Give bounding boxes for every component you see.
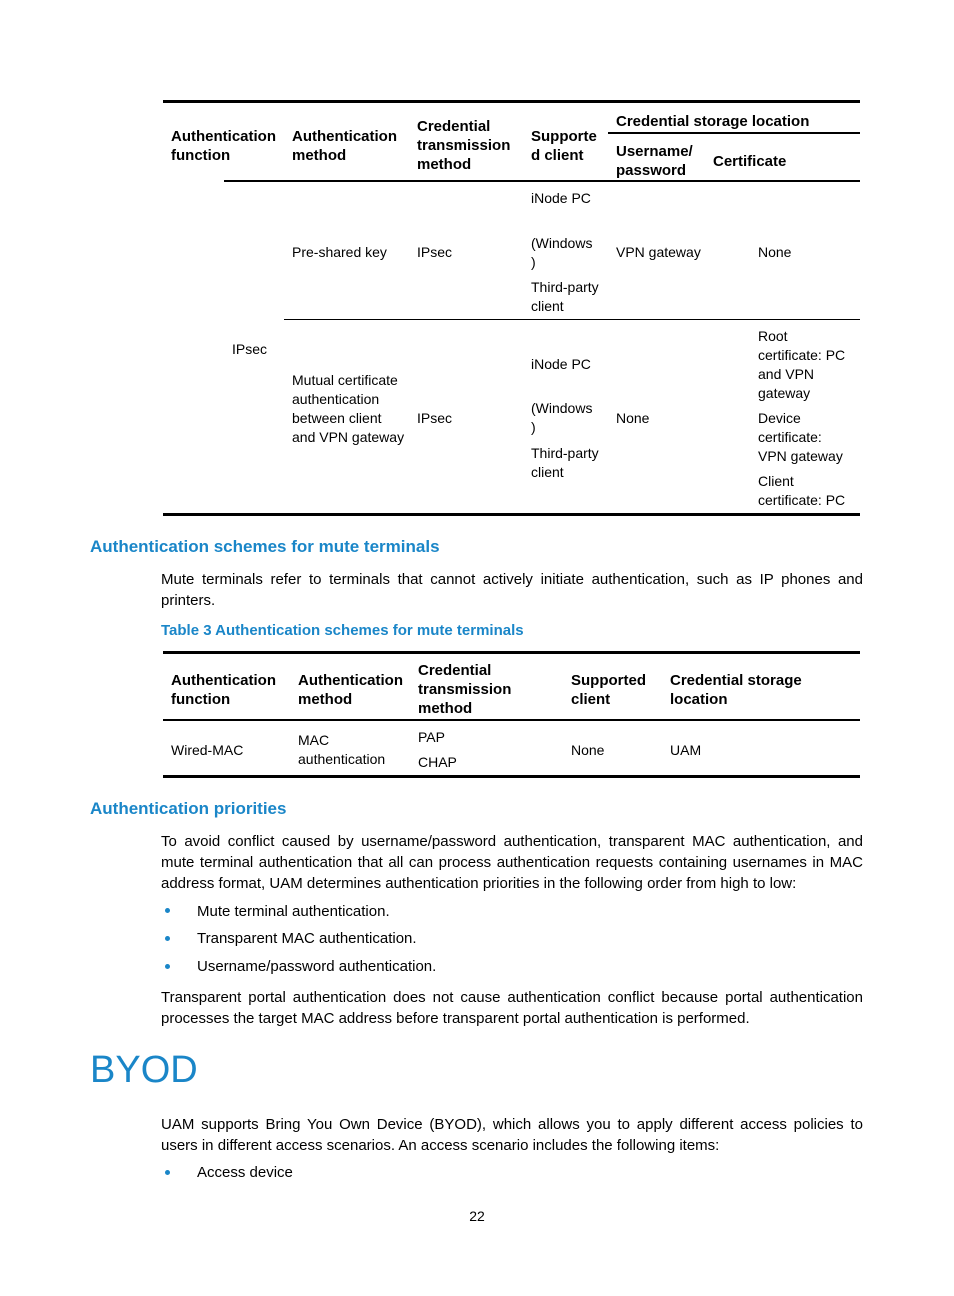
t3-header-auth-method: Authentication method xyxy=(298,672,403,708)
t3-row-transmission-a: PAP xyxy=(418,729,445,745)
row1-client-c: Third-party client xyxy=(531,279,599,314)
row2-cert-b: Device certificate: VPN gateway xyxy=(758,410,843,464)
row2-username-password: None xyxy=(616,410,650,426)
header-username-password: Username/ password xyxy=(616,143,693,179)
row2-client-c: Third-party client xyxy=(531,445,599,480)
header-bottom-rule xyxy=(224,180,860,182)
t3-row-storage: UAM xyxy=(670,742,702,758)
mute-terminals-heading: Authentication schemes for mute terminals xyxy=(90,537,440,556)
byod-heading: BYOD xyxy=(90,1049,198,1091)
priorities-paragraph-1: To avoid conflict caused by username/password authentication, transparent MAC authentication, and mute terminal authentication that all can process authentication requests containing usernames in MAC address format, UAM determines authentication priorities in the following order from high to low: xyxy=(161,833,863,892)
t3-header-cred-transmission: Credential transmission method xyxy=(418,662,512,717)
bullet-dot xyxy=(165,936,170,941)
row1-transmission: IPsec xyxy=(417,244,453,260)
row1-username-password: VPN gateway xyxy=(616,244,701,260)
row2-client-b: (Windows ) xyxy=(531,400,593,435)
table3-caption: Table 3 Authentication schemes for mute terminals xyxy=(161,622,524,639)
header-auth-function: Authentication function xyxy=(171,128,276,164)
t3-header-supported-client: Supported client xyxy=(571,672,646,708)
row1-method: Pre-shared key xyxy=(292,244,387,260)
priority-item-3: Username/password authentication. xyxy=(197,958,437,975)
group-function-ipsec: IPsec xyxy=(232,341,268,357)
priorities-paragraph-2: Transparent portal authentication does not cause authentication conflict because portal authentication processes the target MAC address before transparent portal authentication is performed. xyxy=(161,989,863,1027)
row1-client-b: (Windows ) xyxy=(531,235,593,270)
t3-row-client: None xyxy=(571,742,605,758)
header-auth-method: Authentication method xyxy=(292,128,397,164)
row1-client-a: iNode PC xyxy=(531,190,591,206)
mute-terminals-paragraph: Mute terminals refer to terminals that cannot actively initiate authentication, such as IP phones and printers. xyxy=(161,571,863,609)
table3-top-rule xyxy=(163,651,860,654)
byod-item-1: Access device xyxy=(197,1164,293,1181)
row2-method: Mutual certificate authentication between client and VPN gateway xyxy=(292,372,405,445)
header-cred-transmission: Credential transmission method xyxy=(417,118,511,173)
bullet-dot xyxy=(165,964,170,969)
table3-bottom-rule xyxy=(163,775,860,778)
t3-row-transmission-b: CHAP xyxy=(418,754,457,770)
row2-client-a: iNode PC xyxy=(531,356,591,372)
row2-transmission: IPsec xyxy=(417,410,453,426)
row-divider xyxy=(284,319,860,320)
header-supported-client: Supporte d client xyxy=(531,128,597,164)
header-storage-rule xyxy=(608,132,860,134)
t3-row-method: MAC authentication xyxy=(298,732,386,767)
header-cred-storage: Credential storage location xyxy=(616,113,810,130)
t3-header-cred-storage: Credential storage location xyxy=(670,672,802,708)
priority-item-2: Transparent MAC authentication. xyxy=(197,930,417,947)
byod-paragraph: UAM supports Bring You Own Device (BYOD), which allows you to apply different access policies to users in different access scenarios. An access scenario includes the following items: xyxy=(161,1116,863,1154)
priority-item-1: Mute terminal authentication. xyxy=(197,903,390,920)
row2-cert-c: Client certificate: PC xyxy=(758,473,846,508)
priorities-heading: Authentication priorities xyxy=(90,799,287,818)
header-certificate: Certificate xyxy=(713,153,787,170)
bullet-dot xyxy=(165,908,170,913)
t3-header-auth-function: Authentication function xyxy=(171,672,276,708)
t3-row-function: Wired-MAC xyxy=(171,742,244,758)
bullet-dot xyxy=(165,1170,170,1175)
row1-certificate: None xyxy=(758,244,792,260)
table-bottom-rule xyxy=(163,513,860,516)
row2-cert-a: Root certificate: PC and VPN gateway xyxy=(758,328,846,401)
table3-header-rule xyxy=(163,719,860,721)
page-number: 22 xyxy=(469,1208,485,1224)
table-top-rule xyxy=(163,100,860,103)
